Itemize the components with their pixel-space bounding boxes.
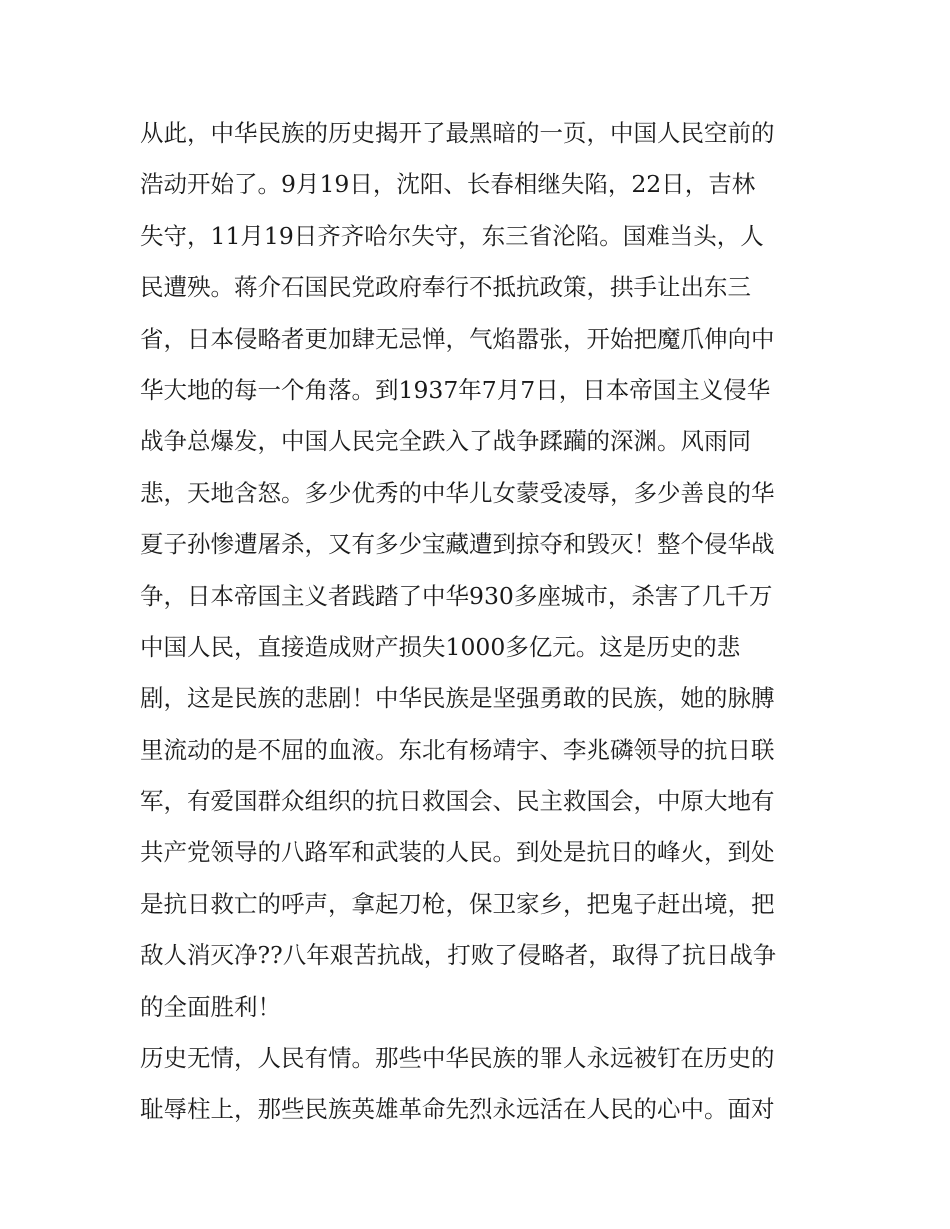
text-line: 敌人消灭净??八年艰苦抗战，打败了侵略者，取得了抗日战争 <box>140 941 777 970</box>
text-line: 的全面胜利！ <box>140 992 281 1021</box>
text-line: 战争总爆发，中国人民完全跌入了战争蹂躏的深渊。风雨同 <box>140 427 751 456</box>
text-line: 共产党领导的八路军和武装的人民。到处是抗日的峰火，到处 <box>140 838 775 867</box>
text-line: 中国人民，直接造成财产损失1000多亿元。这是历史的悲 <box>140 632 741 661</box>
text-line: 悲，天地含怒。多少优秀的中华儿女蒙受凌辱，多少善良的华 <box>140 478 775 507</box>
text-line: 浩动开始了。9月19日，沈阳、长春相继失陷，22日，吉林 <box>140 170 756 199</box>
text-line: 省，日本侵略者更加肆无忌惮，气焰嚣张，开始把魔爪伸向中 <box>140 324 775 353</box>
text-line: 剧，这是民族的悲剧！中华民族是坚强勇敢的民族，她的脉膊 <box>140 684 775 713</box>
text-line: 里流动的是不屈的血液。东北有杨靖宇、李兆磷领导的抗日联 <box>140 735 775 764</box>
body-text <box>140 108 820 1136</box>
text-line: 是抗日救亡的呼声，拿起刀枪，保卫家乡，把鬼子赶出境，把 <box>140 889 775 918</box>
text-line: 耻辱柱上，那些民族英雄革命先烈永远活在人民的心中。面对 <box>140 1095 775 1124</box>
text-line: 民遭殃。蒋介石国民党政府奉行不抵抗政策，拱手让出东三 <box>140 273 751 302</box>
text-line: 从此，中华民族的历史揭开了最黑暗的一页，中国人民空前的 <box>140 119 775 147</box>
text-line: 华大地的每一个角落。到1937年7月7日，日本帝国主义侵华 <box>140 375 771 404</box>
text-line: 夏子孙惨遭屠杀，又有多少宝藏遭到掠夺和毁灭！整个侵华战 <box>140 530 775 559</box>
text-line: 争，日本帝国主义者践踏了中华930多座城市，杀害了几千万 <box>140 581 773 610</box>
text-line: 历史无情，人民有情。那些中华民族的罪人永远被钉在历史的 <box>140 1044 775 1073</box>
text-line: 军，有爱国群众组织的抗日救国会、民主救国会，中原大地有 <box>140 787 775 816</box>
text-line: 失守，11月19日齐齐哈尔失守，东三省沦陷。国难当头，人 <box>140 221 764 250</box>
